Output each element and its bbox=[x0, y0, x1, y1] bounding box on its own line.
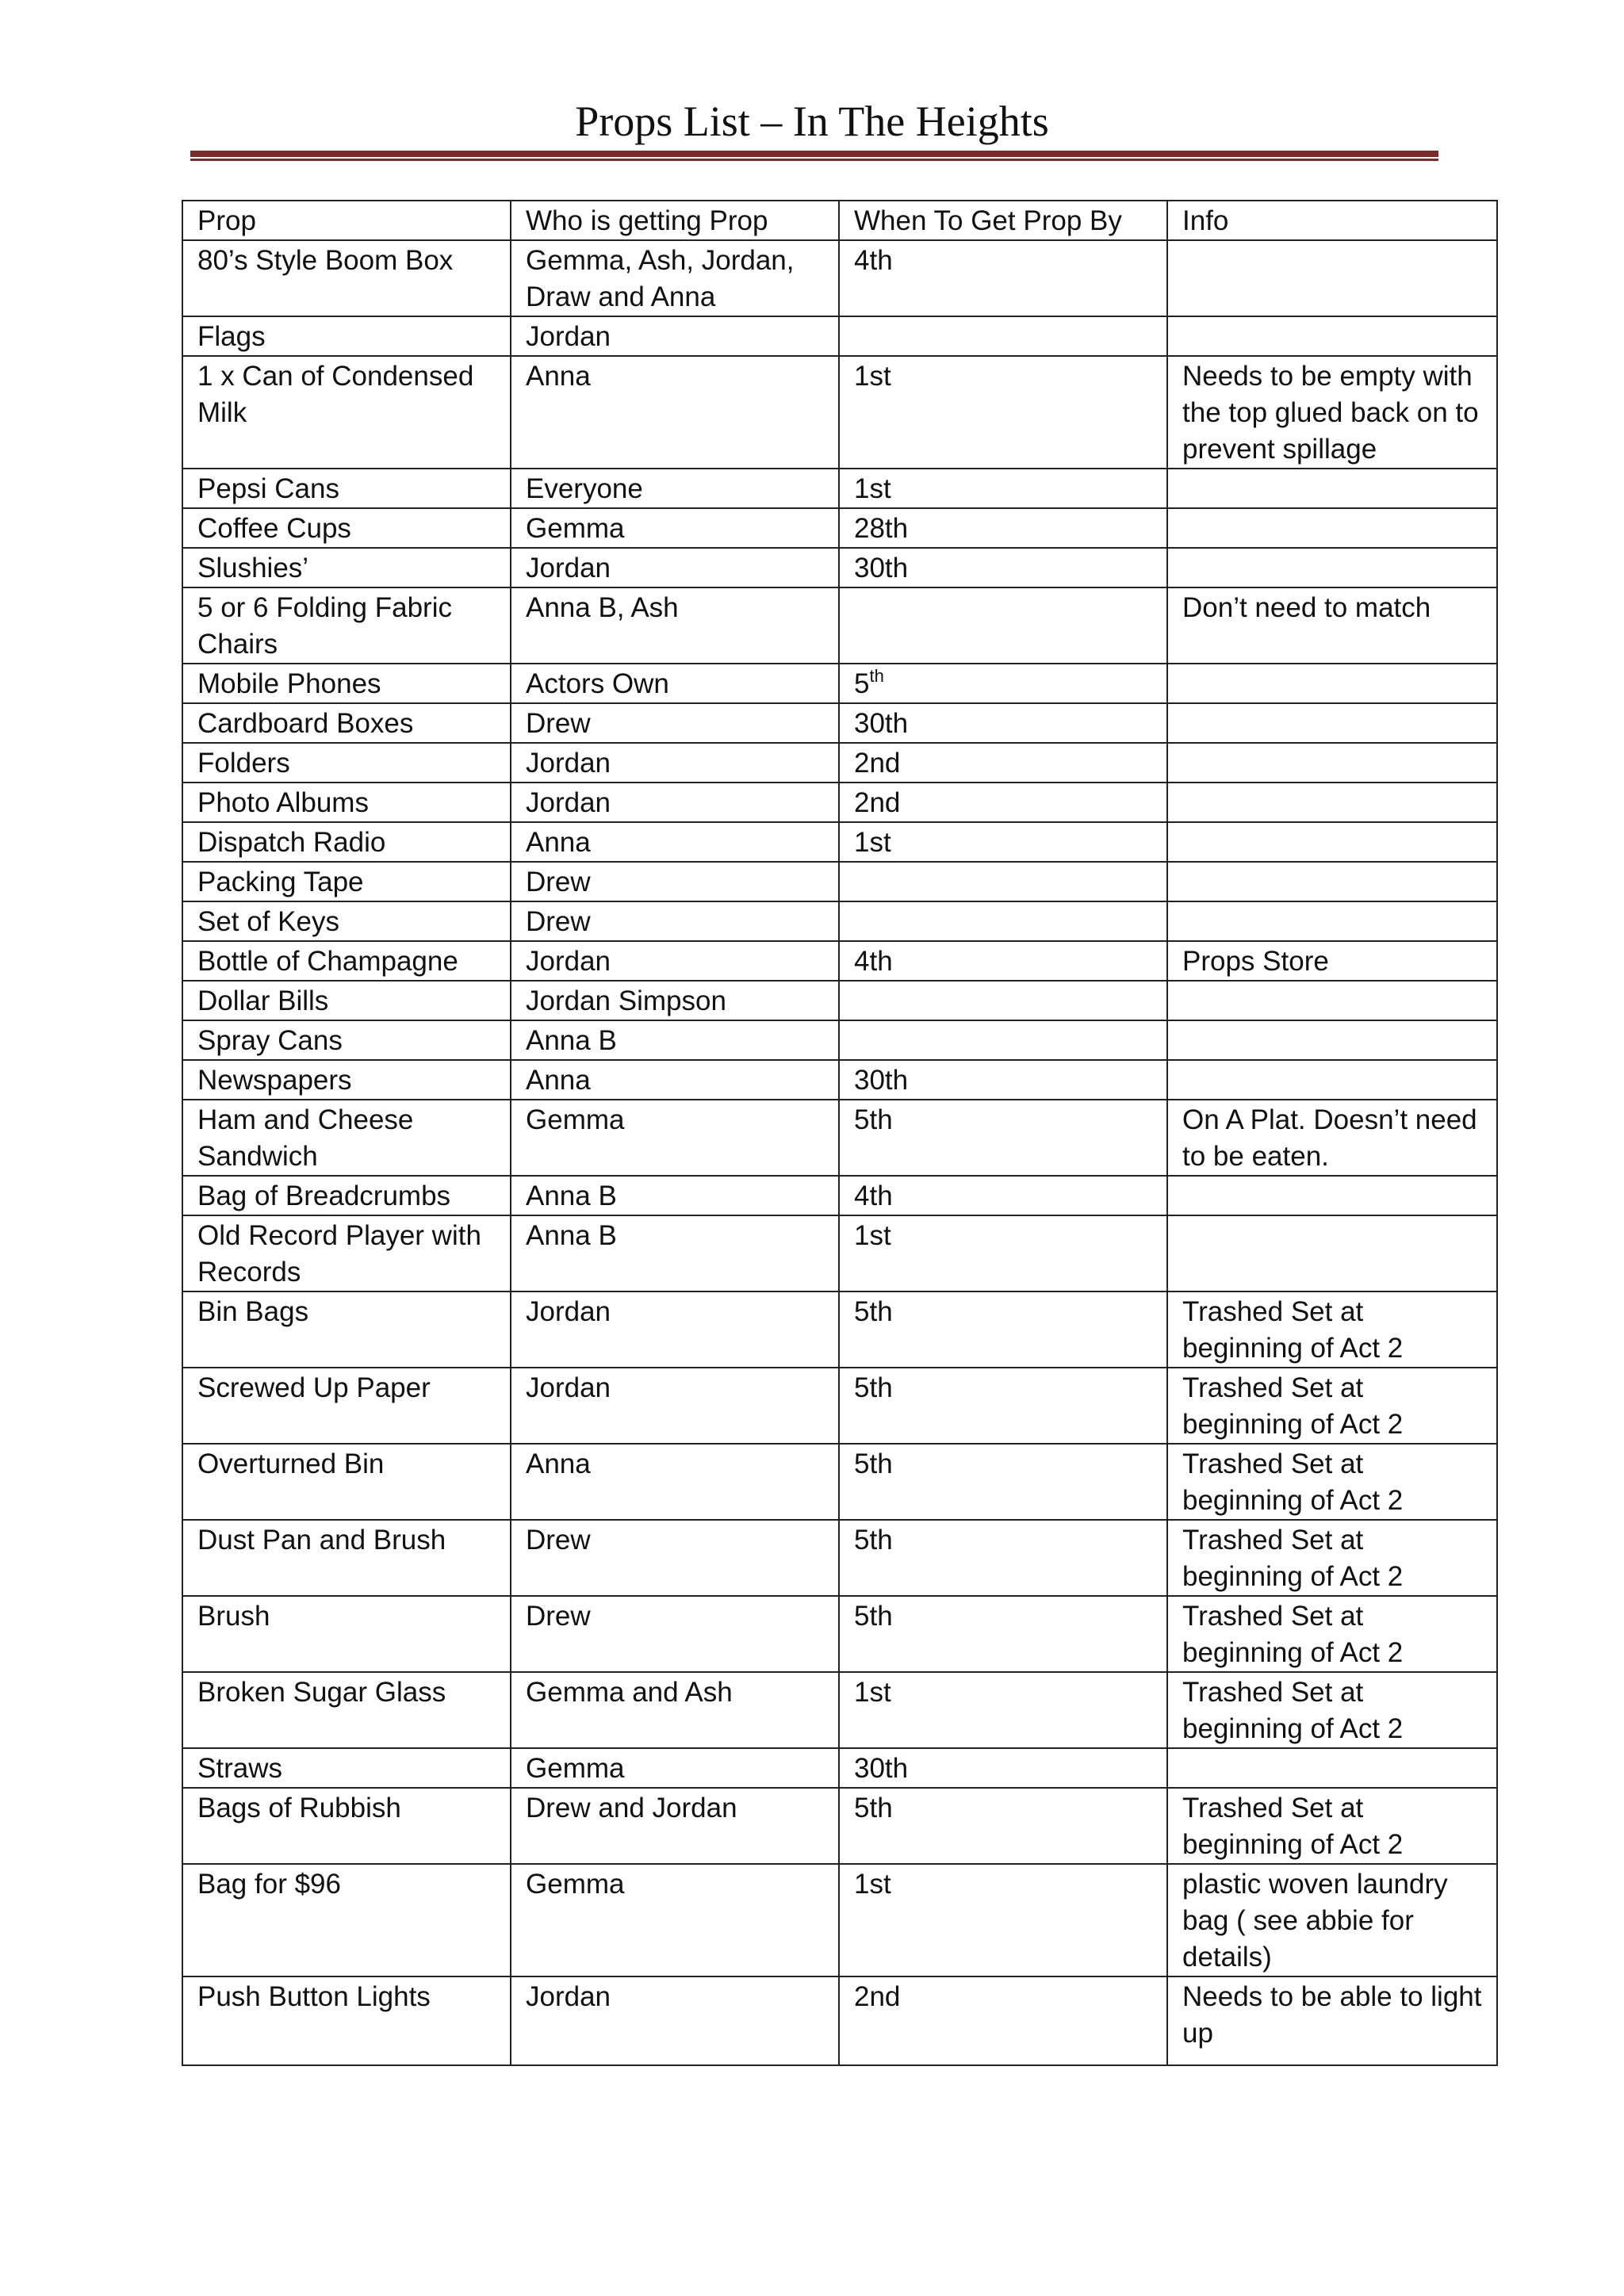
cell-who bbox=[511, 356, 839, 469]
cell-info bbox=[1167, 703, 1497, 743]
cell-prop bbox=[182, 862, 511, 901]
cell-prop-text: Set of Keys bbox=[197, 906, 339, 937]
cell-prop-text: Flags bbox=[197, 321, 266, 352]
cell-info bbox=[1167, 981, 1497, 1020]
cell-when bbox=[839, 1020, 1167, 1060]
cell-who-text: Jordan bbox=[526, 748, 611, 779]
cell-prop bbox=[182, 1020, 511, 1060]
cell-when-text: 30th bbox=[854, 708, 909, 739]
cell-prop bbox=[182, 356, 511, 469]
cell-when bbox=[839, 240, 1167, 316]
cell-when-text: 5th bbox=[854, 1372, 893, 1403]
cell-when-text: 5th bbox=[854, 1601, 893, 1632]
cell-who bbox=[511, 664, 839, 703]
cell-prop bbox=[182, 664, 511, 703]
header-prop: Prop bbox=[182, 201, 511, 240]
cell-prop bbox=[182, 783, 511, 822]
cell-when-text: 1st bbox=[854, 827, 891, 858]
cell-prop-text: 5 or 6 Folding Fabric Chairs bbox=[197, 592, 452, 660]
cell-when-text: 28th bbox=[854, 513, 909, 544]
cell-when-text: 4th bbox=[854, 946, 893, 977]
cell-when-text: 1st bbox=[854, 473, 891, 504]
cell-when-text: 2nd bbox=[854, 1981, 901, 2012]
cell-info bbox=[1167, 1520, 1497, 1596]
cell-prop bbox=[182, 1672, 511, 1748]
cell-when bbox=[839, 1215, 1167, 1292]
table-row bbox=[182, 240, 1497, 316]
cell-who-text: Gemma bbox=[526, 1869, 625, 1900]
cell-who-text: Jordan bbox=[526, 1981, 611, 2012]
cell-who-text: Jordan bbox=[526, 787, 611, 818]
cell-who bbox=[511, 1788, 839, 1864]
cell-when bbox=[839, 356, 1167, 469]
cell-prop-text: Broken Sugar Glass bbox=[197, 1677, 446, 1708]
cell-prop bbox=[182, 508, 511, 548]
cell-prop-text: Packing Tape bbox=[197, 867, 364, 897]
cell-when bbox=[839, 703, 1167, 743]
cell-who-text: Actors Own bbox=[526, 668, 669, 699]
cell-when bbox=[839, 783, 1167, 822]
cell-info-text: Trashed Set at beginning of Act 2 bbox=[1182, 1601, 1404, 1668]
cell-prop-text: Overturned Bin bbox=[197, 1448, 385, 1479]
cell-when bbox=[839, 1444, 1167, 1520]
cell-who-text: Jordan Simpson bbox=[526, 985, 726, 1016]
cell-prop-text: Bag of Breadcrumbs bbox=[197, 1181, 451, 1211]
cell-info bbox=[1167, 508, 1497, 548]
cell-info-text: Don’t need to match bbox=[1182, 592, 1431, 623]
cell-who bbox=[511, 1060, 839, 1100]
cell-prop bbox=[182, 941, 511, 981]
cell-who bbox=[511, 1672, 839, 1748]
table-row bbox=[182, 862, 1497, 901]
cell-when bbox=[839, 1748, 1167, 1788]
cell-when-text: 5th bbox=[854, 1448, 893, 1479]
cell-info bbox=[1167, 1788, 1497, 1864]
cell-who bbox=[511, 1176, 839, 1215]
cell-info-text: Trashed Set at beginning of Act 2 bbox=[1182, 1525, 1404, 1592]
cell-info bbox=[1167, 1060, 1497, 1100]
cell-when-text: 4th bbox=[854, 245, 893, 276]
cell-info bbox=[1167, 1215, 1497, 1292]
cell-when-text: 5th bbox=[854, 1296, 893, 1327]
cell-when-text: 2nd bbox=[854, 787, 901, 818]
cell-info-text: plastic woven laundry bag ( see abbie for details) bbox=[1182, 1869, 1448, 1973]
table-row bbox=[182, 1215, 1497, 1292]
cell-prop-text: Mobile Phones bbox=[197, 668, 381, 699]
title-rule bbox=[190, 151, 1438, 162]
cell-when-text: 2nd bbox=[854, 748, 901, 779]
cell-info bbox=[1167, 587, 1497, 664]
cell-who bbox=[511, 548, 839, 587]
table-row bbox=[182, 316, 1497, 356]
cell-who bbox=[511, 1864, 839, 1976]
table-row bbox=[182, 941, 1497, 981]
cell-info bbox=[1167, 1444, 1497, 1520]
cell-when-text: 1st bbox=[854, 1869, 891, 1900]
table-row bbox=[182, 901, 1497, 941]
table-row bbox=[182, 1520, 1497, 1596]
cell-when bbox=[839, 1520, 1167, 1596]
cell-prop-text: Screwed Up Paper bbox=[197, 1372, 431, 1403]
cell-info bbox=[1167, 743, 1497, 783]
cell-when bbox=[839, 1176, 1167, 1215]
cell-prop bbox=[182, 703, 511, 743]
cell-who bbox=[511, 1020, 839, 1060]
cell-info-text: Needs to be able to light up bbox=[1182, 1981, 1482, 2049]
cell-prop bbox=[182, 1976, 511, 2065]
table-row bbox=[182, 1748, 1497, 1788]
cell-info bbox=[1167, 1176, 1497, 1215]
cell-when-text: 5th bbox=[854, 1104, 893, 1135]
table-row bbox=[182, 508, 1497, 548]
table-row bbox=[182, 1292, 1497, 1368]
cell-when bbox=[839, 1672, 1167, 1748]
cell-info bbox=[1167, 1292, 1497, 1368]
cell-info bbox=[1167, 1596, 1497, 1672]
cell-who bbox=[511, 1976, 839, 2065]
cell-prop-text: Bags of Rubbish bbox=[197, 1793, 401, 1823]
cell-when bbox=[839, 981, 1167, 1020]
cell-who bbox=[511, 1748, 839, 1788]
cell-info bbox=[1167, 1020, 1497, 1060]
cell-prop-text: Push Button Lights bbox=[197, 1981, 431, 2012]
table-row bbox=[182, 1444, 1497, 1520]
cell-prop bbox=[182, 1864, 511, 1976]
table-row bbox=[182, 664, 1497, 703]
cell-when bbox=[839, 1788, 1167, 1864]
table-row bbox=[182, 587, 1497, 664]
table-row bbox=[182, 703, 1497, 743]
table-row bbox=[182, 1020, 1497, 1060]
cell-when-text: 1st bbox=[854, 361, 891, 392]
cell-info bbox=[1167, 469, 1497, 508]
cell-who-text: Drew and Jordan bbox=[526, 1793, 737, 1823]
cell-who bbox=[511, 941, 839, 981]
cell-who-text: Anna B bbox=[526, 1220, 617, 1251]
cell-who-text: Jordan bbox=[526, 1296, 611, 1327]
table-row bbox=[182, 1060, 1497, 1100]
cell-when bbox=[839, 1976, 1167, 2065]
table-row bbox=[182, 548, 1497, 587]
cell-info-text: Trashed Set at beginning of Act 2 bbox=[1182, 1296, 1404, 1364]
cell-who-text: Gemma and Ash bbox=[526, 1677, 733, 1708]
cell-when bbox=[839, 901, 1167, 941]
cell-who-text: Drew bbox=[526, 708, 591, 739]
cell-prop-text: Ham and Cheese Sandwich bbox=[197, 1104, 414, 1172]
header-who: Who is getting Prop bbox=[511, 201, 839, 240]
cell-when bbox=[839, 1100, 1167, 1176]
cell-prop-text: Brush bbox=[197, 1601, 270, 1632]
cell-who bbox=[511, 822, 839, 862]
cell-info-text: Trashed Set at beginning of Act 2 bbox=[1182, 1677, 1404, 1744]
cell-info bbox=[1167, 356, 1497, 469]
props-table bbox=[182, 200, 1498, 2066]
cell-prop bbox=[182, 548, 511, 587]
cell-prop bbox=[182, 1444, 511, 1520]
cell-who-text: Drew bbox=[526, 867, 591, 897]
cell-prop bbox=[182, 1368, 511, 1444]
cell-prop bbox=[182, 822, 511, 862]
cell-info bbox=[1167, 862, 1497, 901]
cell-when bbox=[839, 1864, 1167, 1976]
cell-when-text: 5th bbox=[854, 1793, 893, 1823]
cell-when-text: 5 bbox=[854, 668, 870, 699]
table-row bbox=[182, 1100, 1497, 1176]
cell-who-text: Jordan bbox=[526, 321, 611, 352]
cell-who bbox=[511, 1368, 839, 1444]
cell-who bbox=[511, 469, 839, 508]
cell-who bbox=[511, 316, 839, 356]
cell-who bbox=[511, 703, 839, 743]
cell-prop-text: Cardboard Boxes bbox=[197, 708, 414, 739]
title-rule-thick bbox=[190, 151, 1438, 157]
cell-when bbox=[839, 508, 1167, 548]
cell-who bbox=[511, 743, 839, 783]
cell-prop-text: Straws bbox=[197, 1753, 282, 1784]
table-row bbox=[182, 1976, 1497, 2065]
cell-info bbox=[1167, 941, 1497, 981]
cell-when-text: 1st bbox=[854, 1677, 891, 1708]
props-table-body bbox=[182, 201, 1497, 2065]
cell-prop-text: Dollar Bills bbox=[197, 985, 329, 1016]
cell-who bbox=[511, 862, 839, 901]
header-row bbox=[182, 201, 1497, 240]
title-rule-thin bbox=[190, 159, 1438, 161]
cell-who bbox=[511, 1596, 839, 1672]
cell-info-text: Props Store bbox=[1182, 946, 1329, 977]
cell-when bbox=[839, 1292, 1167, 1368]
cell-prop bbox=[182, 1100, 511, 1176]
cell-prop-text: Folders bbox=[197, 748, 290, 779]
cell-who-text: Anna bbox=[526, 1448, 591, 1479]
cell-prop-text: 1 x Can of Condensed Milk bbox=[197, 361, 474, 428]
cell-who-text: Anna B bbox=[526, 1025, 617, 1056]
table-row bbox=[182, 1788, 1497, 1864]
cell-who-text: Gemma bbox=[526, 1104, 625, 1135]
cell-who bbox=[511, 783, 839, 822]
cell-prop bbox=[182, 587, 511, 664]
cell-who-text: Gemma bbox=[526, 1753, 625, 1784]
cell-who bbox=[511, 1444, 839, 1520]
cell-prop-text: Bin Bags bbox=[197, 1296, 309, 1327]
cell-prop-text: Spray Cans bbox=[197, 1025, 343, 1056]
cell-prop-text: Pepsi Cans bbox=[197, 473, 339, 504]
cell-info bbox=[1167, 783, 1497, 822]
table-row bbox=[182, 1368, 1497, 1444]
cell-info bbox=[1167, 1976, 1497, 2065]
cell-who-text: Anna bbox=[526, 361, 591, 392]
cell-info bbox=[1167, 822, 1497, 862]
cell-prop bbox=[182, 1596, 511, 1672]
cell-prop-text: Bottle of Champagne bbox=[197, 946, 458, 977]
table-row bbox=[182, 1864, 1497, 1976]
cell-prop bbox=[182, 316, 511, 356]
cell-prop bbox=[182, 1788, 511, 1864]
cell-info bbox=[1167, 1672, 1497, 1748]
cell-info bbox=[1167, 1100, 1497, 1176]
cell-prop bbox=[182, 240, 511, 316]
cell-when-text: 30th bbox=[854, 1065, 909, 1096]
cell-info-text: Trashed Set at beginning of Act 2 bbox=[1182, 1793, 1404, 1860]
cell-when bbox=[839, 1596, 1167, 1672]
cell-prop bbox=[182, 1748, 511, 1788]
cell-when bbox=[839, 469, 1167, 508]
cell-who bbox=[511, 1100, 839, 1176]
cell-prop bbox=[182, 1215, 511, 1292]
cell-prop bbox=[182, 469, 511, 508]
cell-prop-text: Dispatch Radio bbox=[197, 827, 386, 858]
cell-info bbox=[1167, 316, 1497, 356]
cell-when bbox=[839, 1368, 1167, 1444]
table-row bbox=[182, 822, 1497, 862]
cell-info-text: Needs to be empty with the top glued back on to prevent spillage bbox=[1182, 361, 1479, 465]
cell-who-text: Gemma bbox=[526, 513, 625, 544]
cell-who-text: Jordan bbox=[526, 1372, 611, 1403]
cell-who-text: Drew bbox=[526, 906, 591, 937]
cell-prop-text: Newspapers bbox=[197, 1065, 352, 1096]
cell-info bbox=[1167, 240, 1497, 316]
cell-when bbox=[839, 822, 1167, 862]
cell-who-text: Gemma, Ash, Jordan, Draw and Anna bbox=[526, 245, 795, 312]
cell-prop bbox=[182, 1060, 511, 1100]
cell-prop-text: Bag for $96 bbox=[197, 1869, 341, 1900]
cell-who-text: Drew bbox=[526, 1525, 591, 1556]
cell-who-text: Everyone bbox=[526, 473, 643, 504]
cell-who-text: Jordan bbox=[526, 553, 611, 584]
cell-prop-text: 80’s Style Boom Box bbox=[197, 245, 454, 276]
page-title: Props List – In The Heights bbox=[575, 98, 1049, 145]
cell-when-text: 4th bbox=[854, 1181, 893, 1211]
cell-when bbox=[839, 862, 1167, 901]
cell-who bbox=[511, 981, 839, 1020]
header-info: Info bbox=[1167, 201, 1497, 240]
table-row bbox=[182, 1596, 1497, 1672]
cell-prop bbox=[182, 981, 511, 1020]
cell-who-text: Anna bbox=[526, 1065, 591, 1096]
cell-when-text: 30th bbox=[854, 1753, 909, 1784]
cell-when bbox=[839, 743, 1167, 783]
cell-who bbox=[511, 1215, 839, 1292]
cell-prop bbox=[182, 1520, 511, 1596]
table-row bbox=[182, 1176, 1497, 1215]
cell-prop-text: Coffee Cups bbox=[197, 513, 351, 544]
cell-who-text: Anna B, Ash bbox=[526, 592, 679, 623]
cell-who bbox=[511, 240, 839, 316]
cell-info bbox=[1167, 548, 1497, 587]
table-row bbox=[182, 783, 1497, 822]
cell-who bbox=[511, 508, 839, 548]
header-when: When To Get Prop By bbox=[839, 201, 1167, 240]
cell-who-text: Anna bbox=[526, 827, 591, 858]
cell-prop-text: Dust Pan and Brush bbox=[197, 1525, 446, 1556]
table-row bbox=[182, 356, 1497, 469]
cell-who-text: Anna B bbox=[526, 1181, 617, 1211]
cell-when bbox=[839, 941, 1167, 981]
table-row bbox=[182, 981, 1497, 1020]
table-row bbox=[182, 743, 1497, 783]
table-row bbox=[182, 469, 1497, 508]
cell-prop-text: Photo Albums bbox=[197, 787, 369, 818]
cell-info bbox=[1167, 1748, 1497, 1788]
cell-info bbox=[1167, 901, 1497, 941]
cell-who bbox=[511, 587, 839, 664]
cell-prop bbox=[182, 901, 511, 941]
cell-info bbox=[1167, 664, 1497, 703]
cell-when-superscript: th bbox=[869, 666, 884, 686]
cell-when bbox=[839, 316, 1167, 356]
cell-who-text: Drew bbox=[526, 1601, 591, 1632]
cell-prop bbox=[182, 1292, 511, 1368]
cell-info bbox=[1167, 1368, 1497, 1444]
cell-who bbox=[511, 1520, 839, 1596]
cell-when-text: 1st bbox=[854, 1220, 891, 1251]
cell-prop-text: Old Record Player with Records bbox=[197, 1220, 481, 1288]
cell-prop bbox=[182, 1176, 511, 1215]
cell-when bbox=[839, 548, 1167, 587]
cell-when bbox=[839, 664, 1167, 703]
cell-when bbox=[839, 1060, 1167, 1100]
cell-prop-text: Slushies’ bbox=[197, 553, 309, 584]
cell-info-text: Trashed Set at beginning of Act 2 bbox=[1182, 1372, 1404, 1440]
cell-who-text: Jordan bbox=[526, 946, 611, 977]
cell-info bbox=[1167, 1864, 1497, 1976]
cell-prop bbox=[182, 743, 511, 783]
cell-who bbox=[511, 1292, 839, 1368]
cell-when-text: 5th bbox=[854, 1525, 893, 1556]
cell-when bbox=[839, 587, 1167, 664]
cell-when-text: 30th bbox=[854, 553, 909, 584]
cell-who bbox=[511, 901, 839, 941]
cell-info-text: Trashed Set at beginning of Act 2 bbox=[1182, 1448, 1404, 1516]
cell-info-text: On A Plat. Doesn’t need to be eaten. bbox=[1182, 1104, 1477, 1172]
table-row bbox=[182, 1672, 1497, 1748]
